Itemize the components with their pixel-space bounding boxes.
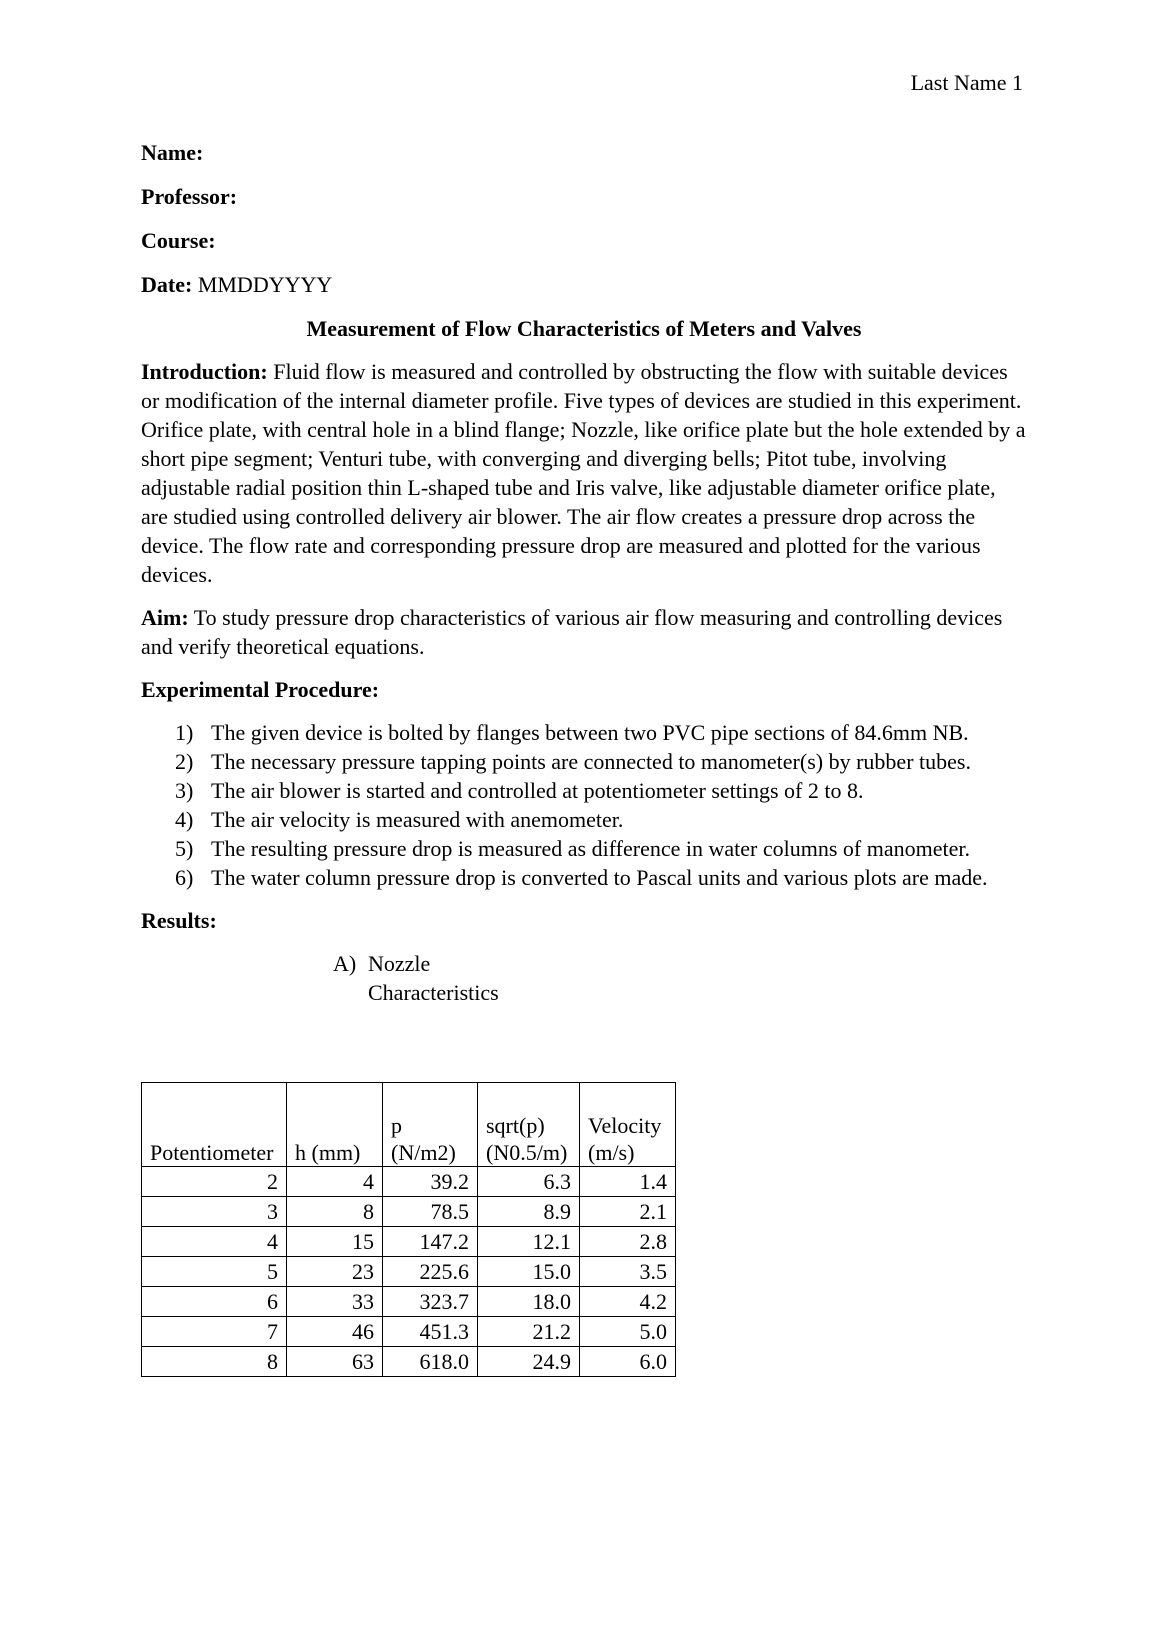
- table-cell: 323.7: [383, 1287, 478, 1317]
- table-cell: 3.5: [580, 1257, 676, 1287]
- table-cell: 5.0: [580, 1317, 676, 1347]
- results-label: Results:: [141, 908, 217, 933]
- table-cell: 7: [142, 1317, 287, 1347]
- table-cell: 1.4: [580, 1167, 676, 1197]
- running-head: Last Name 1: [910, 70, 1023, 95]
- introduction-paragraph: [141, 357, 1027, 589]
- step-number: 1): [175, 720, 194, 745]
- table-row: [142, 1317, 676, 1347]
- procedure-step: [175, 776, 1027, 805]
- introduction-label: Introduction:: [141, 359, 268, 384]
- step-number: 5): [175, 836, 194, 861]
- table-cell: 21.2: [478, 1317, 580, 1347]
- step-text: The resulting pressure drop is measured as difference in water columns of manometer.: [211, 836, 970, 861]
- step-text: The air blower is started and controlled at potentiometer settings of 2 to 8.: [211, 778, 864, 803]
- table-cell: 8.9: [478, 1197, 580, 1227]
- column-header: p (N/m2): [383, 1083, 478, 1167]
- column-header: Potentiometer: [142, 1083, 287, 1167]
- table-cell: 4: [287, 1167, 383, 1197]
- table-row: [142, 1257, 676, 1287]
- step-number: 2): [175, 749, 194, 774]
- table-cell: 46: [287, 1317, 383, 1347]
- table-cell: 2.8: [580, 1227, 676, 1257]
- results-subsection-heading: [333, 949, 533, 1007]
- table-cell: 78.5: [383, 1197, 478, 1227]
- name-field: [141, 138, 1027, 167]
- table-cell: 8: [287, 1197, 383, 1227]
- table-cell: 6.3: [478, 1167, 580, 1197]
- table-cell: 4.2: [580, 1287, 676, 1317]
- table-cell: 2: [142, 1167, 287, 1197]
- table-cell: 8: [142, 1347, 287, 1377]
- table-cell: 33: [287, 1287, 383, 1317]
- column-header: Velocity (m/s): [580, 1083, 676, 1167]
- table-cell: 147.2: [383, 1227, 478, 1257]
- professor-field: [141, 182, 1027, 211]
- column-header: sqrt(p) (N0.5/m): [478, 1083, 580, 1167]
- step-text: The necessary pressure tapping points are connected to manometer(s) by rubber tubes.: [211, 749, 971, 774]
- table-cell: 4: [142, 1227, 287, 1257]
- name-label: Name:: [141, 140, 204, 165]
- subsection-title: Nozzle Characteristics: [368, 951, 499, 1005]
- procedure-step: [175, 718, 1027, 747]
- table-row: [142, 1167, 676, 1197]
- table-cell: 18.0: [478, 1287, 580, 1317]
- step-text: The given device is bolted by flanges between two PVC pipe sections of 84.6mm NB.: [211, 720, 969, 745]
- professor-label: Professor:: [141, 184, 238, 209]
- table-cell: 451.3: [383, 1317, 478, 1347]
- procedure-step: [175, 805, 1027, 834]
- step-number: 4): [175, 807, 194, 832]
- table-cell: 2.1: [580, 1197, 676, 1227]
- table-cell: 15: [287, 1227, 383, 1257]
- date-field: [141, 270, 1027, 299]
- table-cell: 23: [287, 1257, 383, 1287]
- table-cell: 12.1: [478, 1227, 580, 1257]
- nozzle-characteristics-table: [141, 1082, 676, 1377]
- procedure-step: [175, 747, 1027, 776]
- procedure-heading: [141, 675, 1027, 704]
- aim-label: Aim:: [141, 605, 189, 630]
- step-text: The air velocity is measured with anemometer.: [211, 807, 624, 832]
- table-row: [142, 1347, 676, 1377]
- table-header-row: [142, 1083, 676, 1167]
- date-label: Date:: [141, 272, 193, 297]
- results-heading: [141, 906, 1027, 935]
- table-cell: 15.0: [478, 1257, 580, 1287]
- table-cell: 24.9: [478, 1347, 580, 1377]
- course-label: Course:: [141, 228, 216, 253]
- subsection-number: A): [333, 951, 357, 976]
- table-cell: 5: [142, 1257, 287, 1287]
- step-number: 6): [175, 865, 194, 890]
- procedure-step: [175, 863, 1027, 892]
- table-cell: 39.2: [383, 1167, 478, 1197]
- table-cell: 6.0: [580, 1347, 676, 1377]
- procedure-step: [175, 834, 1027, 863]
- column-header: h (mm): [287, 1083, 383, 1167]
- aim-text: To study pressure drop characteristics of various air flow measuring and controlling devices and verify theoretical equations.: [141, 605, 1003, 659]
- aim-paragraph: [141, 603, 1027, 661]
- table-row: [142, 1197, 676, 1227]
- introduction-text: Fluid flow is measured and controlled by obstructing the flow with suitable devices or modification of the internal diameter profile. Five types of devices are studied in this experiment. Orifice plate, with central hole in a blind flange; Nozzle, like orifice plate but the hole extended by a short pipe segment; Venturi tube, with converging and diverging bells; Pitot tube, involving adjustable radial position thin L-shaped tube and Iris valve, like adjustable diameter orifice plate, are studied using controlled delivery air blower. The air flow creates a pressure drop across the device. The flow rate and corresponding pressure drop are measured and plotted for the various devices.: [141, 359, 1026, 587]
- course-field: [141, 226, 1027, 255]
- table-cell: 63: [287, 1347, 383, 1377]
- table-row: [142, 1287, 676, 1317]
- procedure-label: Experimental Procedure:: [141, 677, 380, 702]
- step-number: 3): [175, 778, 194, 803]
- table-cell: 618.0: [383, 1347, 478, 1377]
- step-text: The water column pressure drop is converted to Pascal units and various plots are made.: [211, 865, 988, 890]
- table-row: [142, 1227, 676, 1257]
- procedure-steps: [141, 718, 1027, 892]
- date-value: MMDDYYYY: [192, 272, 333, 297]
- table-cell: 6: [142, 1287, 287, 1317]
- document-title: Measurement of Flow Characteristics of Meters and Valves: [306, 316, 862, 341]
- table-cell: 3: [142, 1197, 287, 1227]
- document-body: [141, 138, 1027, 1007]
- table-cell: 225.6: [383, 1257, 478, 1287]
